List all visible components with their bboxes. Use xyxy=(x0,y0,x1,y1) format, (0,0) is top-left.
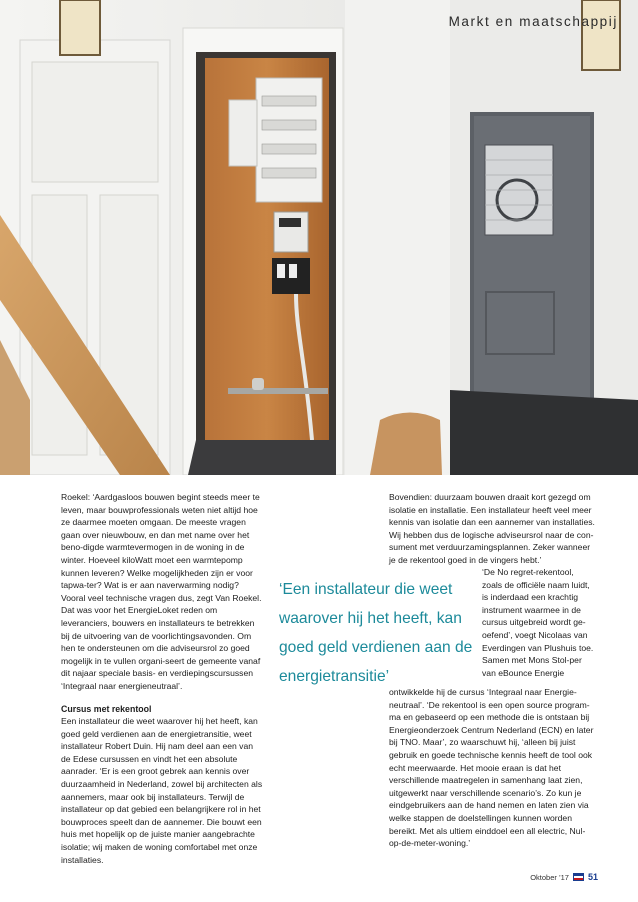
pull-quote: ‘Een installateur die weet waarover hij het heeft, kan goed geld verdienen aan de energietransitie’ xyxy=(279,581,473,685)
page-number: 51 xyxy=(587,872,598,882)
subheading: Cursus met rekentool xyxy=(61,703,152,714)
wrapped-paragraph: ‘De No regret-rekentool, zoals de officiële naam luidt, is inderdaad een krachtig instrument waarmee in de cursus uitgebreid wordt ge-oefend’, voegt Nicolaas van Everdingen van Plushuis toe. Samen met Mons Stol-per van eBounce Energie xyxy=(482,567,594,678)
section-title: Markt en maatschappij xyxy=(448,14,618,29)
paragraph: Roekel: ‘Aardgasloos bouwen begint steeds meer te leven, maar bouwprofessionals weten niet altijd hoe ze daarmee moeten omgaan. De meeste vragen gaan over nieuwbouw, en dan met name over het beno-digde warmtevermogen in de woning in de winter. Hoeveel kiloWatt moet een warmtepomp kunnen leveren? Welke mogelijkheden zijn er voor tapwa-ter? Wat is er aan naverwarming nodig? Vooral veel technische vragen dus, zegt Van Roekel. Dat was voor het EnergieLoket reden om leveranciers, bouwers en installateurs te betrekken bij de uitvoering van de voorlichtingsavonden. Om hen te ondersteunen om die adviseursrol zo goed mogelijk in te vullen organi-seert de gemeente vanaf dit najaar speciale basis- en verdiepingscursussen ‘Integraal naar energieneutraal’. xyxy=(61,492,262,691)
magazine-logo-icon xyxy=(573,873,584,881)
page-footer xyxy=(530,872,598,882)
article-column-left xyxy=(61,491,264,866)
issue-date: Oktober ’17 xyxy=(530,872,569,882)
paragraph: Bovendien: duurzaam bouwen draait kort gezegd om isolatie en installatie. Een installateur heeft veel meer kennis van isolatie dan een aannemer van installaties. Wij hebben dus de logische adviseursrol naar de con-sument met verduurzamingsplannen. Zeker wanneer je de rekentool goed in de vingers hebt.’ xyxy=(389,492,595,565)
paragraph: Een installateur die weet waarover hij het heeft, kan goed geld verdienen aan de energietransitie, weet installateur Robert Duin. Hij nam deel aan een van de Edese cursussen en vindt het een absolute aanrader. ‘Er is een groot gebrek aan kennis over duurzaamheid in Nederland, zowel bij architecten als aannemers, maar ook bij installateurs. Terwijl de installateur op dat gebied een belangrijkere rol in het bouwproces speelt dan de aannemer. Die bouwt een huis met hopelijk op de juiste manier aangebrachte isolatie; wij maken de woning comfortabel met onze installaties. xyxy=(61,716,263,865)
article-column-right xyxy=(389,491,597,567)
paragraph: ontwikkelde hij de cursus ‘Integraal naar Energie-neutraal’. ‘De rekentool is een open source program-ma en gebaseerd op een methode die is ontstaan bij Energieonderzoek Centrum Nederland (ECN) en later bij TNO. Maar’, zo waarschuwt hij, ‘alleen bij juist gebruik en goede technische kennis heeft de tool ook echt meerwaarde. Het mooie eraan is dat het verschillende maatregelen in samenhang laat zien, uitgewerkt naar verschillende scenario’s. Zo kun je eindgebruikers aan de hand nemen en laten zien via welke stappen de doelstellingen kunnen worden bereikt. Met als ultiem einddoel een all electric, Nul-op-de-meter-woning.’ xyxy=(389,687,594,849)
